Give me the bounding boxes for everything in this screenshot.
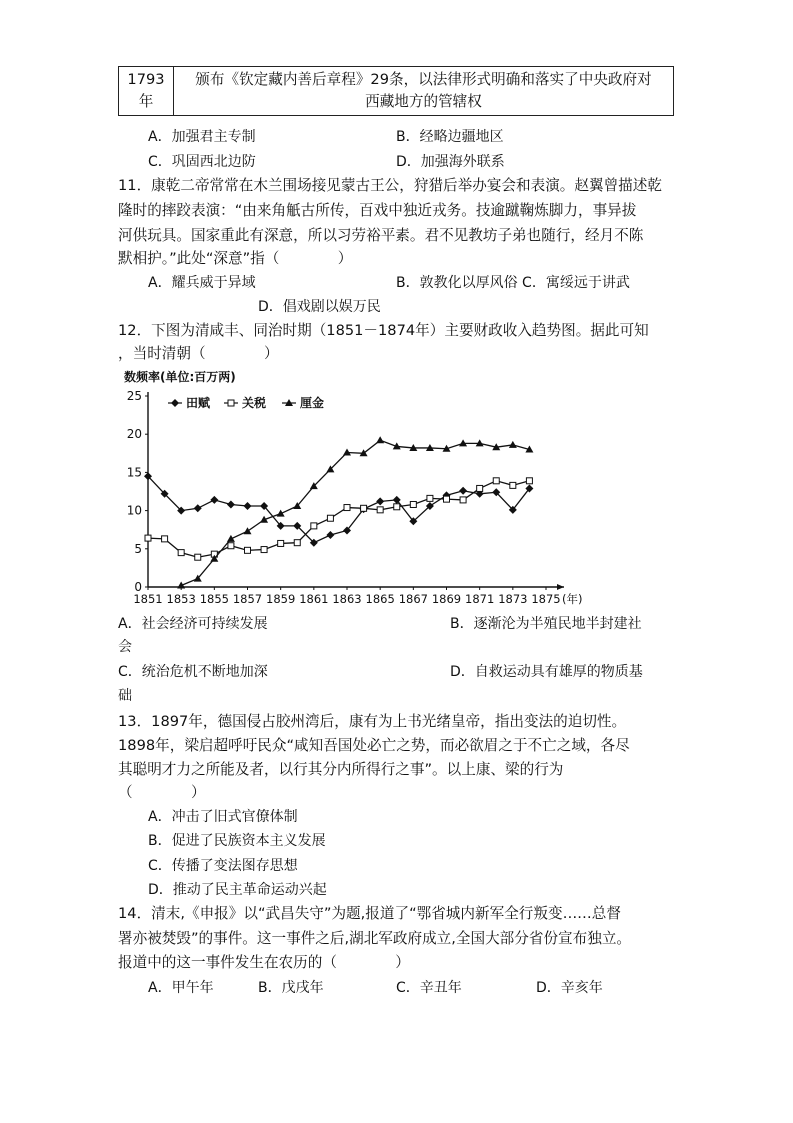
- legend-label: 田赋: [186, 396, 211, 410]
- data-point-square: [510, 482, 516, 488]
- desc-line-2: 西藏地方的管辖权: [365, 93, 482, 110]
- x-tick-label: 1857: [232, 592, 263, 606]
- legend-label: 关税: [242, 396, 267, 410]
- legend-marker-diamond: [171, 399, 179, 407]
- data-point-square: [278, 540, 284, 546]
- q14-option-d[interactable]: D．辛亥年: [536, 980, 603, 996]
- data-point-square: [427, 495, 433, 501]
- table-desc-cell: [174, 67, 674, 116]
- q14-option-c[interactable]: C．辛丑年: [396, 980, 462, 996]
- data-point-square: [327, 515, 333, 521]
- q13-option-c[interactable]: C．传播了变法图存思想: [148, 858, 298, 874]
- x-tick-label: 1869: [431, 592, 462, 606]
- q11-option-bc[interactable]: B．敦教化以厚风俗 C．寓绥远于讲武: [396, 275, 630, 291]
- q11-line-4: 默相护。”此处“深意”指（ ）: [118, 250, 353, 267]
- x-tick-label: 1859: [266, 592, 296, 606]
- data-point-square: [493, 478, 499, 484]
- data-point-square: [477, 485, 483, 491]
- y-tick-label: 5: [134, 541, 142, 556]
- finance-trend-chart: [116, 366, 616, 606]
- y-tick-label: 0: [134, 580, 142, 594]
- chart-legend: [168, 395, 324, 410]
- chart-series: [144, 436, 533, 588]
- series-line-diamond: [148, 476, 529, 542]
- q11-line-3: 河供玩具。国家重此有深意，所以习劳裕平素。君不见教坊子弟也随行，经月不陈: [118, 227, 644, 244]
- q13-option-d[interactable]: D．推动了民主革命运动兴起: [148, 882, 327, 898]
- year-line-2: 年: [138, 93, 154, 110]
- q11-line-2: 隆时的摔跤表演：“由来角觗古所传，百戏中独近戎务。技逾蹴鞠炼脚力，事异拔: [118, 202, 637, 219]
- data-point-square: [145, 535, 151, 541]
- q12-option-d-cont: 础: [118, 688, 132, 704]
- q13-line-2: 1898年，梁启超呼吁民众“咸知吾国处必亡之势，而必欲眉之于不亡之域，各尽: [118, 737, 630, 754]
- x-tick-label: 1871: [465, 592, 495, 606]
- data-point-square: [444, 496, 450, 502]
- data-point-square: [344, 505, 350, 511]
- treaty-table: [118, 66, 674, 116]
- legend-label: 厘金: [300, 396, 325, 410]
- q12-option-a[interactable]: A．社会经济可持续发展: [118, 616, 268, 632]
- data-point-square: [377, 507, 383, 513]
- x-tick-label: 1875: [531, 592, 561, 606]
- q12-line-1: 12．下图为清咸丰、同治时期（1851－1874年）主要财政收入趋势图。据此可知: [118, 322, 649, 339]
- data-point-triangle: [509, 441, 517, 448]
- q11-line-1: 11．康乾二帝常常在木兰围场接见蒙古王公，狩猎后举办宴会和表演。赵翼曾描述乾: [118, 177, 662, 194]
- data-point-triangle: [376, 436, 384, 443]
- q11-option-d[interactable]: D．倡戏剧以娱万民: [258, 299, 381, 315]
- data-point-square: [228, 543, 234, 549]
- data-point-square: [294, 540, 300, 546]
- q13-option-b[interactable]: B．促进了民族资本主义发展: [148, 833, 326, 849]
- y-tick-label: 25: [126, 389, 142, 403]
- legend-marker-square: [228, 400, 234, 406]
- y-tick-label: 15: [126, 465, 142, 480]
- q14-line-2: 署亦被焚毁”的事件。这一事件之后,湖北军政府成立,全国大部分省份宣布独立。: [118, 930, 632, 947]
- q14-option-a[interactable]: A．甲午年: [148, 980, 214, 996]
- x-tick-label: 1861: [299, 592, 329, 606]
- q13-line-1: 13．1897年，德国侵占胶州湾后，康有为上书光绪皇帝，指出变法的迫切性。: [118, 713, 627, 730]
- x-tick-label: 1863: [332, 592, 362, 606]
- data-point-diamond: [244, 502, 252, 510]
- data-point-square: [394, 504, 400, 510]
- y-tick-label: 20: [126, 427, 142, 442]
- data-point-square: [195, 554, 201, 560]
- q10-option-a[interactable]: A．加强君主专制: [148, 129, 256, 145]
- data-point-square: [245, 547, 251, 553]
- data-point-diamond: [210, 496, 218, 504]
- y-tick-label: 10: [126, 503, 142, 518]
- x-tick-label: 1853: [166, 592, 196, 606]
- q14-line-1: 14．清末,《申报》以“武昌失守”为题,报道了“鄂省城内新军全行叛变……总督: [118, 905, 621, 922]
- x-tick-label: 1851: [133, 592, 163, 606]
- data-point-triangle: [244, 527, 252, 534]
- q11-option-a[interactable]: A．耀兵威于异域: [148, 275, 256, 291]
- x-axis-arrow: [557, 584, 564, 590]
- chart-axes: [127, 389, 583, 606]
- x-tick-label: 1855: [199, 592, 229, 606]
- q12-option-c[interactable]: C．统治危机不断地加深: [118, 664, 268, 680]
- x-tick-label: 1873: [498, 592, 528, 606]
- q10-option-c[interactable]: C．巩固西北边防: [148, 154, 256, 170]
- q12-line-2: ，当时清朝（ ）: [118, 345, 279, 362]
- table-year-cell: [119, 67, 174, 116]
- data-point-square: [460, 497, 466, 503]
- data-point-diamond: [376, 497, 384, 505]
- q13-line-3: 其聪明才力之所能及者，以行其分内所得行之事”。以上康、梁的行为: [118, 761, 564, 778]
- desc-line-1: 颁布《钦定藏内善后章程》29条，以法律形式明确和落实了中央政府对: [195, 71, 652, 88]
- data-point-square: [162, 536, 168, 542]
- q12-option-d[interactable]: D．自救运动具有雄厚的物质基: [450, 664, 643, 680]
- data-point-square: [526, 478, 532, 484]
- year-line-1: 1793: [127, 71, 165, 88]
- series-line-triangle: [181, 440, 529, 585]
- data-point-square: [261, 547, 267, 553]
- q14-line-3: 报道中的这一事件发生在农历的（ ）: [118, 954, 410, 971]
- data-point-square: [311, 523, 317, 529]
- q10-option-b[interactable]: B．经略边疆地区: [396, 129, 504, 145]
- q10-option-d[interactable]: D．加强海外联系: [396, 154, 505, 170]
- q12-option-b[interactable]: B．逐渐沦为半殖民地半封建社: [450, 616, 642, 632]
- q13-line-4: （ ）: [118, 784, 206, 801]
- data-point-square: [410, 501, 416, 507]
- x-tick-label: 1867: [398, 592, 428, 606]
- data-point-diamond: [194, 504, 202, 512]
- q12-option-b-cont: 会: [118, 639, 132, 655]
- data-point-diamond: [227, 500, 235, 508]
- data-point-diamond: [326, 531, 334, 539]
- x-tick-label: 1865: [365, 592, 395, 606]
- data-point-triangle: [277, 510, 285, 517]
- q14-option-b[interactable]: B．戊戌年: [258, 980, 324, 996]
- data-point-square: [178, 550, 184, 556]
- data-point-square: [361, 505, 367, 511]
- data-point-triangle: [227, 535, 235, 542]
- chart-title: 数频率(单位:百万两): [124, 370, 236, 384]
- data-point-diamond: [459, 487, 467, 495]
- x-axis-label: (年): [562, 592, 583, 606]
- q13-option-a[interactable]: A．冲击了旧式官僚体制: [148, 809, 298, 825]
